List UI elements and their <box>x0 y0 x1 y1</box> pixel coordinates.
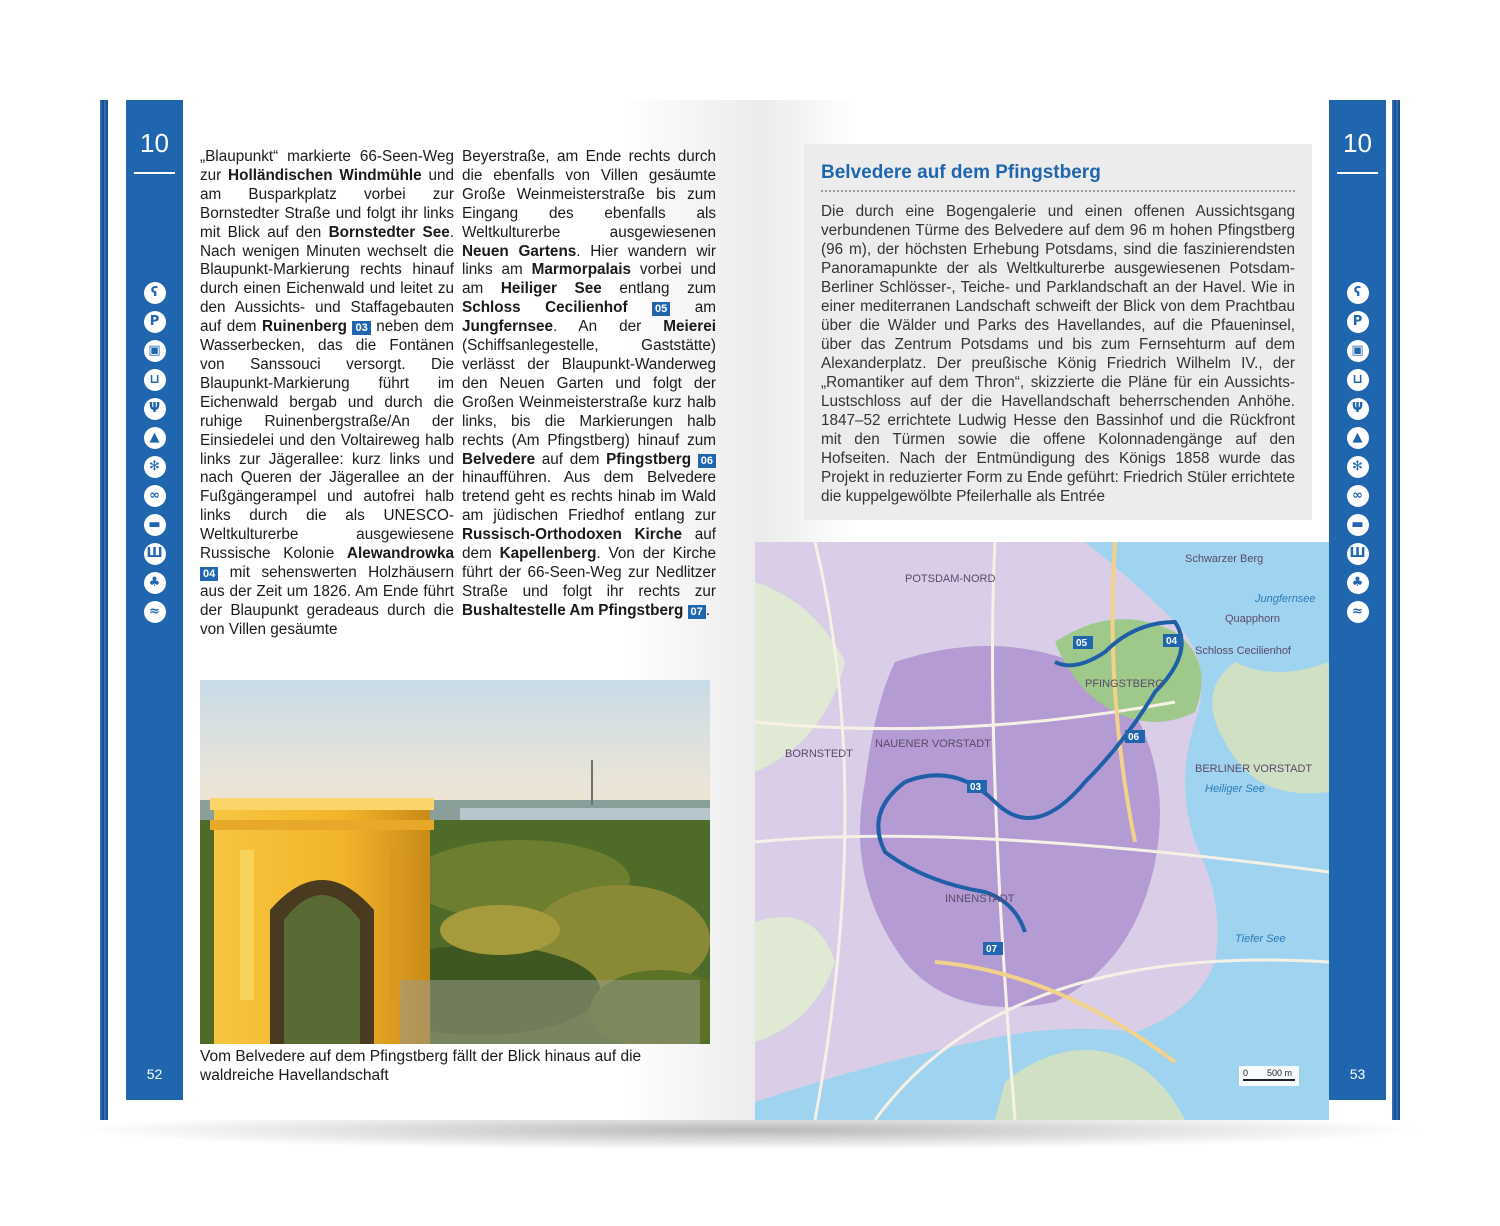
text-run: auf dem <box>535 450 607 468</box>
text-run: . Nach wenigen Minuten wechselt die Blaupunkt-Markierung rechts hinauf durch einen Eichenwald und leitet zu den Aussichts- und Staffagebauten auf dem <box>200 223 454 336</box>
belvedere-photo <box>200 680 710 1044</box>
basket-icon: ⊔ <box>1347 369 1369 391</box>
chapter-number: 10 <box>140 128 169 158</box>
text-run: mit sehenswerten Holzhäusern aus der Zeit um 1826. Am Ende führt der Blaupunkt geradeaus durch die von Villen gesäumte <box>200 563 454 638</box>
map-label: Quapphorn <box>1225 613 1281 625</box>
text-run: „Blaupunkt“ markierte 66-Seen-Weg zur <box>200 148 454 184</box>
map-label: BERLINER VORSTADT <box>1195 763 1313 775</box>
chapter-number: 10 <box>1343 128 1372 158</box>
tent-icon: ▲ <box>1347 427 1369 449</box>
place-name: Schloss Cecilienhof <box>462 299 628 317</box>
tent-icon: ▲ <box>144 427 166 449</box>
text-run: . Von der Kirche führt der 66-Seen-Weg zur Nedlitzer Straße und folgt ihr rechts zur <box>462 545 717 600</box>
text-column-1 <box>200 148 454 640</box>
chapter-rule <box>134 172 175 174</box>
place-name: Alewandrowka <box>346 545 454 563</box>
title-rest: auf dem Pfingstberg <box>911 162 1101 183</box>
right-sidebar <box>1329 100 1386 1100</box>
map-label: POTSDAM-NORD <box>905 573 996 585</box>
text-run: . <box>705 601 711 619</box>
place-name: Bornstedter See <box>328 223 450 241</box>
swim-icon: ≈ <box>1347 601 1369 623</box>
restaurant-icon: Ψ <box>144 398 166 420</box>
place-name: Kapellenberg <box>499 545 597 563</box>
place-name: Russisch-Orthodoxen Kirche <box>462 526 683 544</box>
place-name: Meierei <box>663 318 716 336</box>
text-run: neben dem Wasserbecken, das die Fontänen von Sanssouci versorgt. Die Blaupunkt-Markierung führt im Eichenwald bergab und durch die ruhige Ruinenbergstraße/An der Einsiedelei und den Voltaireweg halb links zur Jägerallee: kurz links und nach Queren der Jägerallee an der Fußgängerampel und autofrei halb links durch die als UNESCO-Weltkulturerbe ausgewiesene Russische Kolonie <box>200 318 455 563</box>
sidebar-icons <box>126 282 183 630</box>
text-run: vorbei und am <box>462 261 716 298</box>
map-label: INNENSTADT <box>945 893 1015 905</box>
dotted-divider <box>821 190 1295 192</box>
text-run: . An der <box>552 318 664 336</box>
text-run: (Schiffsanlegestelle, Gaststätte) verlässt der Blaupunkt-Wanderweg den Neuen Garten und folgt der Großen Weinmeisterstraße kurz halb links, bis die Markierungen halb rechts (Am Pfingstberg) hinauf zum <box>462 337 716 449</box>
waypoint-badge: 06 <box>698 454 716 468</box>
place-name: Neuen Gartens <box>462 242 577 260</box>
place-name: Pfingstberg <box>606 450 692 468</box>
tree-icon: ♣ <box>144 572 166 594</box>
bear-icon: ʕ <box>144 282 166 304</box>
place-name: Jungfernsee <box>462 318 553 336</box>
basket-icon: ⊔ <box>144 369 166 391</box>
waypoint-badge: 07 <box>688 605 706 619</box>
bed-icon: ▬ <box>1347 514 1369 536</box>
scale-label: 500 m <box>1267 1068 1293 1078</box>
snowflake-icon: ✻ <box>144 456 166 478</box>
map-label: Schwarzer Berg <box>1185 553 1264 565</box>
sidebar-icons <box>1329 282 1386 630</box>
page-edge <box>1392 100 1400 1120</box>
right-page <box>755 100 1420 1120</box>
place-name: Belvedere <box>462 450 536 468</box>
museum-icon: Ш <box>1347 543 1369 565</box>
text-run: entlang zum <box>601 280 717 298</box>
map-marker: 07 <box>986 944 998 955</box>
waypoint-badge: 04 <box>200 567 218 581</box>
bicycle-icon: ∞ <box>144 485 166 507</box>
map-marker: 03 <box>970 782 982 793</box>
place-name: Holländischen Windmühle <box>228 166 422 184</box>
map-graphic <box>755 542 1329 1120</box>
map-label: Schloss Cecilienhof <box>1195 645 1291 657</box>
map-label: PFINGSTBERG <box>1085 678 1164 690</box>
page-number: 52 <box>146 1066 163 1082</box>
map-label: Heiliger See <box>1205 783 1265 795</box>
text-column-2 <box>462 148 716 621</box>
page-number: 53 <box>1349 1066 1366 1082</box>
text-run: Beyerstraße, am Ende rechts durch die ebenfalls von Villen gesäumte Große Weinmeisterstraße bis zum Eingang des ebenfalls als Weltkulturerbe ausgewiesenen <box>462 148 716 241</box>
swim-icon: ≈ <box>144 601 166 623</box>
map-label: BORNSTEDT <box>785 748 853 760</box>
photo-caption: Vom Belvedere auf dem Pfingstberg fällt der Blick hinaus auf die waldreiche Havellandschaft <box>200 1048 642 1084</box>
text-run: hinaufführen. Aus dem Belvedere tretend geht es rechts hinab im Wald am jüdischen Friedhof entlang zur <box>462 469 716 525</box>
parking-icon: P <box>144 311 166 333</box>
map-label: Jungfernsee <box>1255 593 1316 605</box>
title-highlight: Belvedere <box>821 162 912 183</box>
museum-icon: Ш <box>144 543 166 565</box>
map-marker: 05 <box>1076 638 1088 649</box>
chapter-rule <box>1337 172 1378 174</box>
place-name: Marmorpalais <box>531 261 632 279</box>
scale-zero: 0 <box>1243 1068 1249 1078</box>
bear-icon: ʕ <box>1347 282 1369 304</box>
info-box-title <box>821 162 1101 184</box>
map-marker: 04 <box>1166 636 1178 647</box>
left-page <box>90 100 755 1120</box>
parking-icon: P <box>1347 311 1369 333</box>
page-edge <box>100 100 108 1120</box>
snowflake-icon: ✻ <box>1347 456 1369 478</box>
text-run: am <box>670 299 717 317</box>
info-box-text: Die durch eine Bogengalerie und einen offenen Aussichtsgang verbundenen Türme des Belvedere auf dem 96 m hohen Pfingstberg (96 m), der höchsten Erhebung Potsdams, sind die faszinierendsten Panoramapunkte der als Weltkulturerbe ausgewiesenen Potsdam-Berliner Schlösser-, Teiche- und Parklandschaft an der Havel. Wie in einer mediterranen Landschaft schweift der Blick von dem Prachtbau über die Wälder und Parks des Havellandes, auf die Pfaueninsel, über das Zentrum Potsdams und bis zum Fernsehturm auf dem Alexanderplatz. Der preußische König Friedrich Wilhelm IV., der „Romantiker auf dem Thron“, skizzierte die Pläne für ein Aussichts-Lustschloss auf der die Havellandschaft beherrschenden Anhöhe. 1847–52 errichtete Ludwig Hesse den Bassinhof und die Rückfront mit den Türmen sowie die offene Kolonnadengänge auf den Hofseiten. Nach der Entmündigung des Königs 1858 wurde das Projekt in reduzierter Form zu Ende geführt: Friedrich Stüler errichtete die kuppelgewölbte Pfeilerhalle als Entrée <box>821 203 1295 505</box>
bus-icon: ▣ <box>144 340 166 362</box>
text-run: . Hier wandern wir links am <box>462 242 717 279</box>
place-name: Heiliger See <box>500 280 602 298</box>
waypoint-badge: 03 <box>352 321 370 335</box>
place-name: Ruinenberg <box>262 318 347 336</box>
book-spread <box>90 100 1420 1130</box>
photo-illustration <box>200 680 710 1044</box>
bed-icon: ▬ <box>144 514 166 536</box>
tree-icon: ♣ <box>1347 572 1369 594</box>
left-sidebar <box>126 100 183 1100</box>
map-label: NAUENER VORSTADT <box>875 738 991 750</box>
place-name: Bushaltestelle Am Pfingstberg <box>462 601 684 619</box>
text-run: auf dem <box>462 526 716 563</box>
bus-icon: ▣ <box>1347 340 1369 362</box>
map-label: Tiefer See <box>1235 933 1286 945</box>
bicycle-icon: ∞ <box>1347 485 1369 507</box>
restaurant-icon: Ψ <box>1347 398 1369 420</box>
info-box <box>804 144 1312 520</box>
text-run: und am Busparkplatz vorbei zur Bornstedter Straße und folgt ihr links mit Blick auf den <box>200 166 455 241</box>
route-map <box>755 542 1329 1120</box>
map-marker: 06 <box>1128 732 1140 743</box>
waypoint-badge: 05 <box>652 302 670 316</box>
